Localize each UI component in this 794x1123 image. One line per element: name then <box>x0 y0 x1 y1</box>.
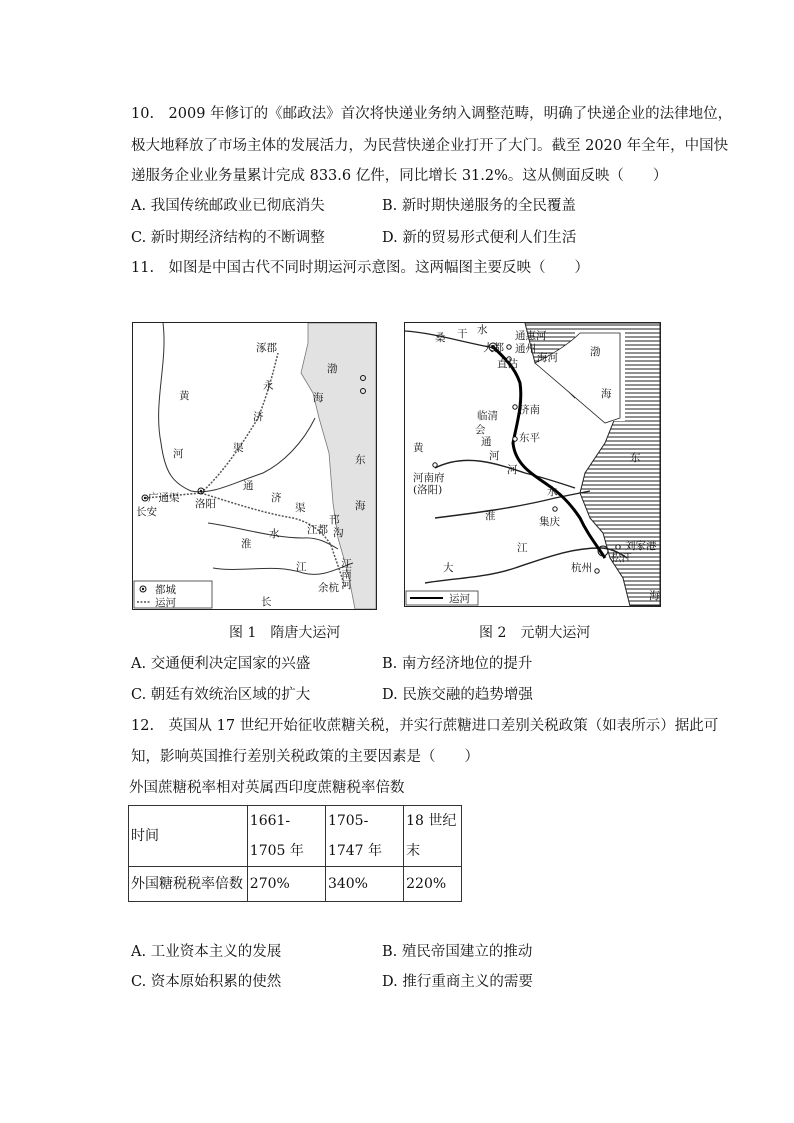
q10-stem-line2: 极大地释放了市场主体的发展活力，为民营快递企业打开了大门。截至 2020 年全年，中国快 <box>131 138 729 154</box>
fig1-label-zhuojun: 涿郡 <box>256 342 277 354</box>
table-cell-value: 220% <box>404 867 462 902</box>
fig2-label-tongzhou: 通州 <box>515 343 536 355</box>
fig2-label-sang: 桑 <box>435 332 446 344</box>
q11-option-a: A. 交通便利决定国家的兴盛 <box>131 656 311 672</box>
fig1-label-bo: 渤 <box>327 363 338 375</box>
q12-stem-line2: 知，影响英国推行差别关税政策的主要因素是（ ） <box>131 749 479 765</box>
fig1-label-han: 邗 <box>329 514 340 526</box>
fig2-label-dadu: 大都 <box>483 342 504 354</box>
fig1-caption: 图 1 隋唐大运河 <box>229 625 341 641</box>
fig2-label-tonghui: 通惠河 <box>515 330 547 342</box>
fig1-label-ji: 济 <box>253 411 264 423</box>
q10-option-c: C. 新时期经济结构的不断调整 <box>131 230 325 246</box>
fig2-label-linqing: 临清 <box>477 410 498 422</box>
table-header-period1: 1661-1705 年 <box>247 806 325 867</box>
q11-option-b: B. 南方经济地位的提升 <box>382 656 533 672</box>
q12-option-d: D. 推行重商主义的需要 <box>382 974 533 990</box>
table-header-period3: 18 世纪末 <box>404 806 462 867</box>
table-cell-value: 270% <box>247 867 325 902</box>
q10-option-a: A. 我国传统邮政业已彻底消失 <box>131 198 325 214</box>
table-row <box>129 806 462 867</box>
q11-option-d: D. 民族交融的趋势增强 <box>382 687 533 703</box>
fig2-label-liujiagang: 刘家港 <box>625 540 657 552</box>
fig2-label-tong: 通 <box>481 436 492 448</box>
fig1-label-jiangnan: 江南河 <box>340 558 352 590</box>
fig2-yuan-canal-map <box>404 322 661 607</box>
fig2-label-dong: 东 <box>630 452 641 464</box>
fig1-label-dong: 东 <box>355 454 366 466</box>
table-row <box>129 867 462 902</box>
fig2-label-bo: 渤 <box>590 346 601 358</box>
fig1-label-he: 河 <box>173 448 184 460</box>
fig1-sui-tang-canal-map <box>132 322 377 610</box>
fig2-label-hai: 海 <box>601 388 612 400</box>
fig1-label-gou: 沟 <box>333 527 344 539</box>
fig2-label-jinan: 济南 <box>519 404 540 416</box>
q12-table-title: 外国蔗糖税率相对英属西印度蔗糖税率倍数 <box>129 780 405 796</box>
fig2-label-zhigu: 直沽 <box>497 358 518 370</box>
fig1-label-jiangdu: 江都 <box>307 524 328 536</box>
fig1-label-tong: 通 <box>243 480 254 492</box>
q11-option-c: C. 朝廷有效统治区域的扩大 <box>131 687 311 703</box>
fig1-label-guangtong: 广通渠 <box>148 492 180 504</box>
q11-stem: 11. 如图是中国古代不同时期运河示意图。这两幅图主要反映（ ） <box>131 260 590 276</box>
fig1-label-shui: 水 <box>269 528 280 540</box>
fig1-label-ji2: 济 <box>271 492 282 504</box>
fig2-label-da: 大 <box>443 562 454 574</box>
fig1-label-chang: 长 <box>261 596 272 608</box>
fig2-label-hai3: 海 <box>649 590 660 602</box>
fig1-label-huang: 黄 <box>179 390 190 402</box>
fig1-label-huai: 淮 <box>241 538 252 550</box>
fig2-caption: 图 2 元朝大运河 <box>479 625 591 641</box>
fig2-label-haihe: 海河 <box>537 352 558 364</box>
fig2-label-henanfu: 河南府 <box>413 472 445 484</box>
fig2-label-he: 河 <box>507 464 518 476</box>
fig1-label-hai: 海 <box>313 392 324 404</box>
fig2-label-shui: 水 <box>477 324 488 336</box>
fig1-legend-canal: 运河 <box>155 597 176 609</box>
q12-tax-table <box>128 805 462 902</box>
fig2-label-luoyang: (洛阳) <box>413 484 443 496</box>
fig1-label-luoyang: 洛阳 <box>195 498 216 510</box>
q10-option-b: B. 新时期快递服务的全民覆盖 <box>382 198 576 214</box>
fig2-label-songjiang: 松江 <box>611 552 632 564</box>
fig2-legend-canal: 运河 <box>449 593 470 605</box>
fig1-label-qu: 渠 <box>233 442 244 454</box>
q10-option-d: D. 新的贸易形式便利人们生活 <box>382 230 577 246</box>
q12-option-b: B. 殖民帝国建立的推动 <box>382 944 533 960</box>
table-cell-value: 340% <box>325 867 403 902</box>
table-header-time: 时间 <box>129 806 248 867</box>
fig2-label-jiqing: 集庆 <box>539 516 560 528</box>
fig1-legend-capital: 都城 <box>155 584 176 596</box>
fig1-label-jiang: 江 <box>296 561 307 573</box>
fig2-label-gan: 干 <box>457 328 468 340</box>
q10-stem-line1: 10. 2009 年修订的《邮政法》首次将快递业务纳入调整范畴，明确了快递企业的法律地位， <box>131 106 733 122</box>
fig2-label-huang: 黄 <box>413 442 424 454</box>
fig1-label-yong: 永 <box>263 380 274 392</box>
fig1-label-changan: 长安 <box>136 506 157 518</box>
fig2-label-jiang: 江 <box>517 542 528 554</box>
fig2-label-hui: 会 <box>475 424 486 436</box>
fig2-label-he-canal: 河 <box>489 450 500 462</box>
fig2-label-hangzhou: 杭州 <box>571 562 592 574</box>
table-row-label: 外国糖税税率倍数 <box>129 867 248 902</box>
q12-option-a: A. 工业资本主义的发展 <box>131 944 282 960</box>
q10-stem-line3: 递服务企业业务量累计完成 833.6 亿件，同比增长 31.2%。这从侧面反映（ ） <box>131 168 668 184</box>
fig2-label-dongping: 东平 <box>519 432 540 444</box>
fig1-label-yuhang: 余杭 <box>318 582 339 594</box>
fig1-label-qu2: 渠 <box>295 502 306 514</box>
q12-option-c: C. 资本原始积累的使然 <box>131 974 282 990</box>
table-header-period2: 1705-1747 年 <box>325 806 403 867</box>
q12-stem-line1: 12. 英国从 17 世纪开始征收蔗糖关税，并实行蔗糖进口差别关税政策（如表所示）据此可 <box>131 718 719 734</box>
fig2-label-shui2: 水 <box>547 486 558 498</box>
fig1-label-hai2: 海 <box>355 500 366 512</box>
fig2-label-huai: 淮 <box>485 510 496 522</box>
